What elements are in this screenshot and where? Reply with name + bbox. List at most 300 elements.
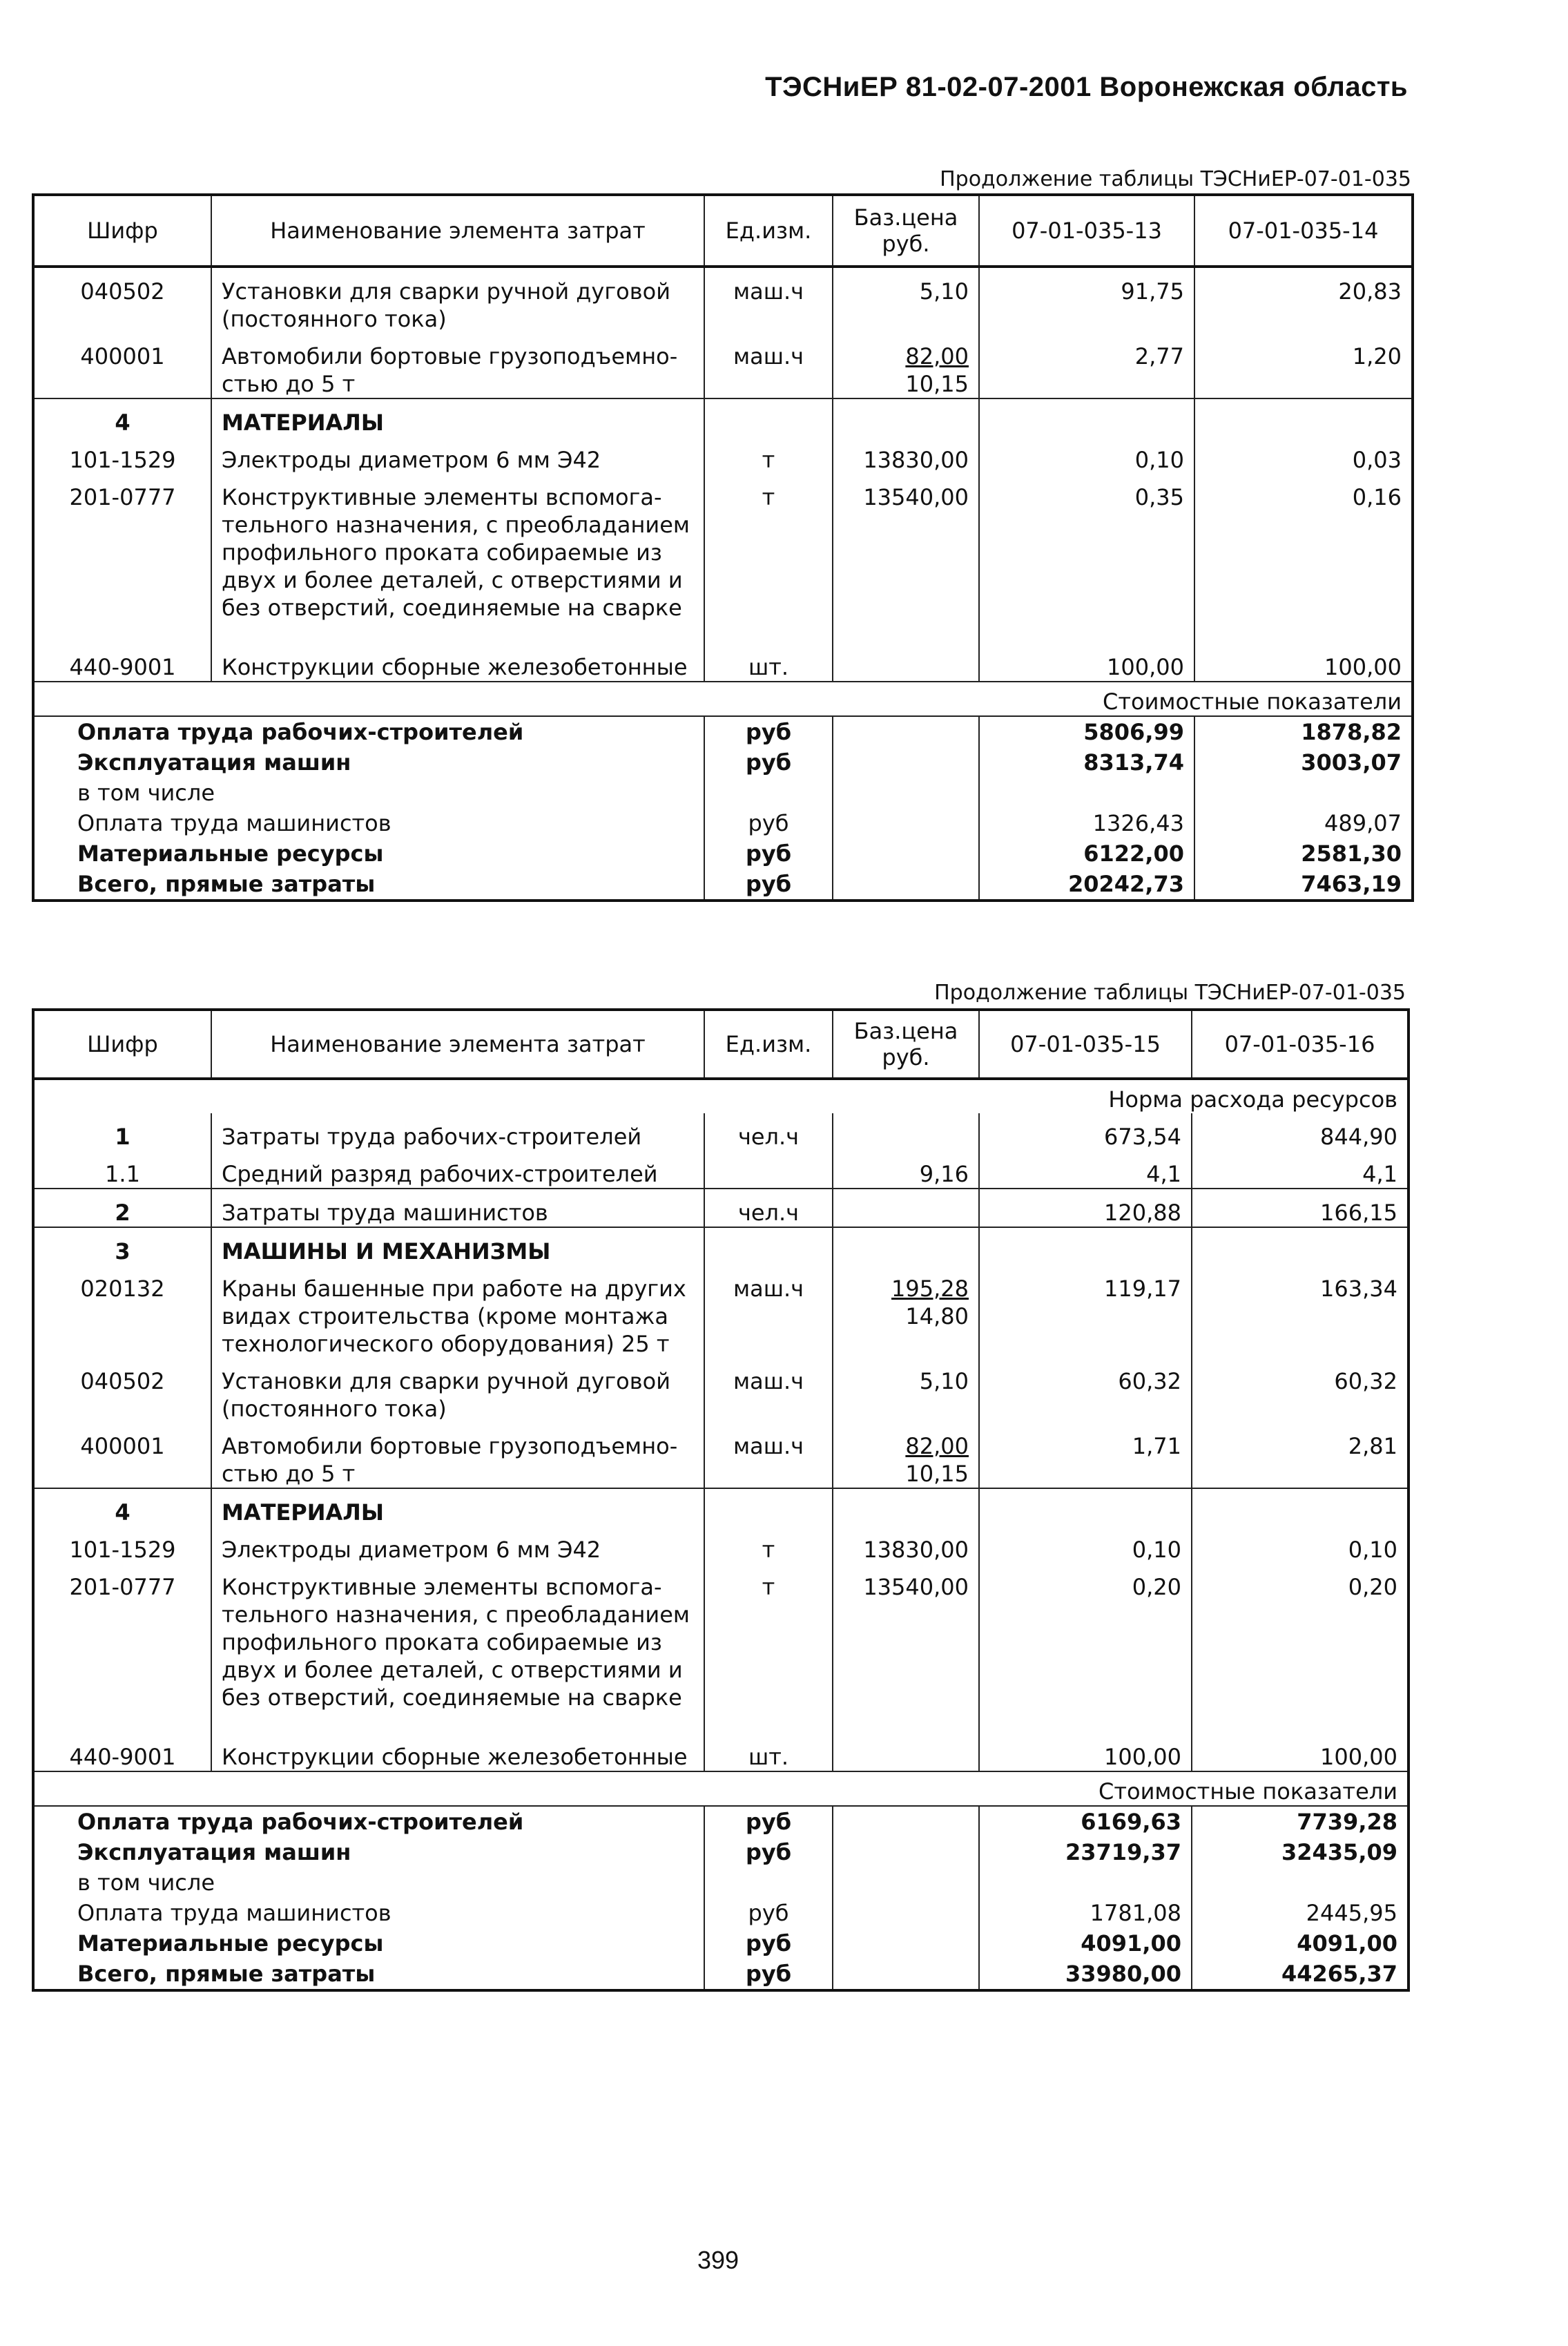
cell-name [211, 1265, 704, 1358]
name-line: МАШИНЫ И МЕХАНИЗМЫ [222, 1238, 551, 1265]
cell-text: 0,03 [1352, 447, 1402, 473]
cell-value-b [1192, 1113, 1409, 1151]
cell-name [211, 333, 704, 398]
name-line: Краны башенные при работе на других [222, 1276, 686, 1302]
col-header-price-line1: Баз.цена [853, 1018, 958, 1044]
table-row [33, 1189, 1409, 1227]
cell-text: 020132 [80, 1276, 165, 1302]
cell-code [33, 1189, 211, 1227]
cell-text: маш.ч [733, 1433, 804, 1459]
price-line: 5,10 [919, 278, 969, 305]
table-row [33, 474, 1413, 644]
cell-name [211, 1189, 704, 1227]
table-row [33, 333, 1413, 398]
cell-value-b [1194, 333, 1413, 398]
cell-text: 163,34 [1320, 1276, 1397, 1302]
cell-price [833, 267, 979, 333]
col-header-price [833, 1010, 979, 1079]
table-row [33, 1227, 1409, 1265]
name-line: Установки для сварки ручной дуговой [222, 1368, 670, 1394]
name-line: без отверстий, соединяемые на сварке [222, 1684, 682, 1711]
cell-code [33, 267, 211, 333]
cost-unit: руб [704, 869, 833, 901]
cell-text: 166,15 [1320, 1200, 1397, 1226]
cost-unit [704, 1867, 833, 1898]
cell-text: 119,17 [1104, 1276, 1181, 1302]
cost-unit: руб [704, 1959, 833, 1990]
cell-text: чел.ч [737, 1200, 800, 1226]
name-line: Конструкции сборные железобетонные [222, 654, 688, 680]
cost-value-a: 23719,37 [979, 1837, 1192, 1867]
cost-row [33, 838, 1413, 869]
cell-value-b [1194, 398, 1413, 436]
col-header-unit: Ед.изм. [704, 195, 833, 267]
cell-code [33, 1151, 211, 1189]
cell-value-b [1192, 1564, 1409, 1733]
cost-header-row [33, 682, 1413, 716]
cost-label: Оплата труда рабочих-строителей [33, 1806, 704, 1837]
cell-text: 101-1529 [69, 1537, 176, 1563]
cost-label: Оплата труда рабочих-строителей [33, 716, 704, 747]
cell-text: 1,71 [1132, 1433, 1181, 1459]
table2-continuation-caption: Продолжение таблицы ТЭСНиЕР-07-01-035 [934, 981, 1406, 1005]
cell-text: 201-0777 [69, 1574, 176, 1600]
name-line: Затраты труда машинистов [222, 1200, 548, 1226]
price-line: 5,10 [919, 1368, 969, 1394]
cost-row [33, 1837, 1409, 1867]
cost-unit: руб [704, 1806, 833, 1837]
cell-unit [704, 1526, 833, 1564]
cell-text: 4 [115, 410, 130, 436]
table-row [33, 1151, 1409, 1189]
cell-name [211, 1564, 704, 1733]
cell-value-a [979, 267, 1194, 333]
cell-unit [704, 1488, 833, 1526]
cell-price [833, 436, 979, 474]
col-header-name: Наименование элемента затрат [211, 195, 704, 267]
cell-text: 3 [115, 1238, 130, 1265]
cell-value-a [979, 1488, 1192, 1526]
cell-value-b [1192, 1358, 1409, 1423]
price-line: 195,28 [891, 1276, 969, 1302]
name-line: МАТЕРИАЛЫ [222, 1499, 385, 1526]
cell-price [833, 1227, 979, 1265]
cell-unit [704, 474, 833, 644]
table-row [33, 644, 1413, 682]
price-line: 13830,00 [863, 447, 969, 473]
table-row [33, 1733, 1409, 1771]
col-header-code: Шифр [33, 195, 211, 267]
cell-unit [704, 1189, 833, 1227]
cost-label: Материальные ресурсы [33, 1928, 704, 1959]
cell-text: 91,75 [1121, 278, 1184, 305]
cell-name [211, 644, 704, 682]
cost-row [33, 1928, 1409, 1959]
name-line: Установки для сварки ручной дуговой [222, 278, 670, 305]
cell-text: чел.ч [737, 1124, 800, 1150]
cell-text: т [762, 484, 775, 510]
cell-code [33, 1526, 211, 1564]
cell-price [833, 644, 979, 682]
table1-continuation-caption: Продолжение таблицы ТЭСНиЕР-07-01-035 [940, 167, 1411, 191]
cell-text: 440-9001 [69, 654, 176, 680]
cost-value-b: 2445,95 [1192, 1898, 1409, 1928]
cell-text: 4,1 [1146, 1161, 1181, 1187]
cell-text: маш.ч [733, 278, 804, 305]
cost-value-b: 44265,37 [1192, 1959, 1409, 1990]
name-line: Электроды диаметром 6 мм Э42 [222, 447, 601, 473]
cost-label: Эксплуатация машин [33, 747, 704, 778]
name-line: Конструкции сборные железобетонные [222, 1744, 688, 1770]
cell-value-a [979, 333, 1194, 398]
name-line: двух и более деталей, с отверстиями и [222, 567, 683, 593]
table-row [33, 1113, 1409, 1151]
cell-code [33, 1423, 211, 1488]
cost-price [833, 716, 979, 747]
col-header-b: 07-01-035-14 [1194, 195, 1413, 267]
cell-text: 120,88 [1104, 1200, 1181, 1226]
name-line: двух и более деталей, с отверстиями и [222, 1657, 683, 1683]
name-line: Конструктивные элементы вспомога- [222, 1574, 662, 1600]
cell-code [33, 1265, 211, 1358]
cell-price [833, 1189, 979, 1227]
cell-unit [704, 1151, 833, 1189]
cell-value-b [1194, 436, 1413, 474]
col-header-name: Наименование элемента затрат [211, 1010, 704, 1079]
price-line: 13830,00 [863, 1537, 969, 1563]
col-header-price-line2: руб. [882, 231, 930, 257]
cell-text: 400001 [80, 343, 165, 369]
cost-row [33, 869, 1413, 901]
price-line-2: 10,15 [905, 371, 969, 397]
cost-unit [704, 778, 833, 808]
cost-value-a: 1781,08 [979, 1898, 1192, 1928]
cost-row [33, 808, 1413, 838]
cell-text: т [762, 1537, 775, 1563]
cell-unit [704, 333, 833, 398]
cell-value-a [979, 474, 1194, 644]
cell-text: 60,32 [1334, 1368, 1397, 1394]
cost-value-a: 8313,74 [979, 747, 1194, 778]
cost-unit: руб [704, 747, 833, 778]
cell-value-a [979, 1564, 1192, 1733]
cell-text: 0,16 [1352, 484, 1402, 510]
price-line: 82,00 [905, 343, 969, 369]
cost-label: в том числе [33, 778, 704, 808]
cell-text: 20,83 [1338, 278, 1402, 305]
cell-name [211, 398, 704, 436]
cost-unit: руб [704, 1837, 833, 1867]
cost-price [833, 1806, 979, 1837]
cost-row [33, 1959, 1409, 1990]
cost-unit: руб [704, 716, 833, 747]
col-header-unit: Ед.изм. [704, 1010, 833, 1079]
cell-price [833, 1526, 979, 1564]
price-line: 13540,00 [863, 1574, 969, 1600]
cell-text: шт. [748, 654, 789, 680]
cell-name [211, 1151, 704, 1189]
name-line: Автомобили бортовые грузоподъемно- [222, 1433, 678, 1459]
cell-value-a [979, 1526, 1192, 1564]
cell-text: 4 [115, 1499, 130, 1526]
page-number: 399 [697, 2246, 739, 2274]
price-line: 13540,00 [863, 484, 969, 510]
cell-unit [704, 436, 833, 474]
cell-code [33, 1358, 211, 1423]
cost-price [833, 869, 979, 901]
cell-text: 100,00 [1324, 654, 1402, 680]
name-line: видах строительства (кроме монтажа [222, 1303, 668, 1329]
cell-value-a [979, 1265, 1192, 1358]
cell-text: 0,20 [1348, 1574, 1397, 1600]
table2-costs [33, 1771, 1409, 1990]
cell-name [211, 436, 704, 474]
cost-row [33, 1867, 1409, 1898]
cell-text: 0,10 [1132, 1537, 1181, 1563]
name-line: тельного назначения, с преобладанием [222, 1602, 690, 1628]
cell-text: 1.1 [105, 1161, 140, 1187]
table-row [33, 1265, 1409, 1358]
cell-unit [704, 1265, 833, 1358]
cost-unit: руб [704, 1898, 833, 1928]
cost-label: в том числе [33, 1867, 704, 1898]
col-header-a: 07-01-035-13 [979, 195, 1194, 267]
cell-name [211, 1526, 704, 1564]
cell-name [211, 1227, 704, 1265]
cost-price [833, 1867, 979, 1898]
cost-value-a: 6122,00 [979, 838, 1194, 869]
cost-row [33, 747, 1413, 778]
cell-text: 400001 [80, 1433, 165, 1459]
cell-name [211, 1733, 704, 1771]
table-row [33, 1526, 1409, 1564]
cell-text: маш.ч [733, 1276, 804, 1302]
table2-body [33, 1113, 1409, 1771]
name-line: стью до 5 т [222, 371, 356, 397]
cell-unit [704, 1113, 833, 1151]
cell-value-b [1192, 1526, 1409, 1564]
name-line: Конструктивные элементы вспомога- [222, 484, 662, 510]
cell-value-b [1192, 1227, 1409, 1265]
cell-code [33, 644, 211, 682]
table-row [33, 436, 1413, 474]
cost-price [833, 1837, 979, 1867]
cell-price [833, 1151, 979, 1189]
cell-text: 673,54 [1104, 1124, 1181, 1150]
cell-code [33, 398, 211, 436]
cell-text: 1,20 [1352, 343, 1402, 369]
cell-name [211, 474, 704, 644]
cell-text: маш.ч [733, 343, 804, 369]
cell-unit [704, 1733, 833, 1771]
name-line: стью до 5 т [222, 1461, 356, 1487]
cell-value-a [979, 644, 1194, 682]
cell-text: т [762, 447, 775, 473]
cell-value-b [1192, 1423, 1409, 1488]
name-line: (постоянного тока) [222, 1396, 447, 1422]
cell-text: 2 [115, 1200, 130, 1226]
cost-unit: руб [704, 838, 833, 869]
cost-row [33, 716, 1413, 747]
cost-value-b: 32435,09 [1192, 1837, 1409, 1867]
cell-code [33, 1488, 211, 1526]
cost-value-a: 5806,99 [979, 716, 1194, 747]
cost-value-b [1192, 1867, 1409, 1898]
cost-unit: руб [704, 808, 833, 838]
cell-code [33, 1733, 211, 1771]
name-line: без отверстий, соединяемые на сварке [222, 595, 682, 621]
cost-value-b: 7739,28 [1192, 1806, 1409, 1837]
cell-text: т [762, 1574, 775, 1600]
cell-value-a [979, 1113, 1192, 1151]
cell-unit [704, 1423, 833, 1488]
col-header-price [833, 195, 979, 267]
cost-value-b: 489,07 [1194, 808, 1413, 838]
cost-label: Оплата труда машинистов [33, 808, 704, 838]
cell-text: 100,00 [1320, 1744, 1397, 1770]
table1-body [33, 267, 1413, 682]
cell-text: 1 [115, 1124, 130, 1150]
cell-text: 0,35 [1134, 484, 1184, 510]
name-line: Электроды диаметром 6 мм Э42 [222, 1537, 601, 1563]
cost-value-b: 4091,00 [1192, 1928, 1409, 1959]
cell-value-a [979, 1189, 1192, 1227]
cell-value-a [979, 1227, 1192, 1265]
cell-code [33, 1227, 211, 1265]
cost-value-a: 4091,00 [979, 1928, 1192, 1959]
cell-price [833, 1488, 979, 1526]
cost-value-a: 20242,73 [979, 869, 1194, 901]
table-row [33, 1423, 1409, 1488]
cell-value-b [1192, 1151, 1409, 1189]
cost-label: Всего, прямые затраты [33, 869, 704, 901]
cost-value-b [1194, 778, 1413, 808]
name-line: технологического оборудования) 25 т [222, 1331, 670, 1357]
cell-text: 040502 [80, 1368, 165, 1394]
table-row [33, 1488, 1409, 1526]
cost-value-b: 7463,19 [1194, 869, 1413, 901]
cell-price [833, 1423, 979, 1488]
cell-text: 201-0777 [69, 484, 176, 510]
cost-label: Оплата труда машинистов [33, 1898, 704, 1928]
name-line: МАТЕРИАЛЫ [222, 410, 385, 436]
cell-value-b [1194, 644, 1413, 682]
cell-value-a [979, 1151, 1192, 1189]
cell-unit [704, 1358, 833, 1423]
price-line: 82,00 [905, 1433, 969, 1459]
cell-text: шт. [748, 1744, 789, 1770]
cell-code [33, 474, 211, 644]
cost-value-b: 3003,07 [1194, 747, 1413, 778]
cell-value-b [1194, 474, 1413, 644]
cell-price [833, 1358, 979, 1423]
cell-text: 2,81 [1348, 1433, 1397, 1459]
cell-text: 0,10 [1348, 1537, 1397, 1563]
cell-code [33, 1564, 211, 1733]
cell-code [33, 436, 211, 474]
col-header-code: Шифр [33, 1010, 211, 1079]
cell-price [833, 1265, 979, 1358]
cell-unit [704, 1227, 833, 1265]
cost-value-a: 33980,00 [979, 1959, 1192, 1990]
cost-header: Стоимостные показатели [33, 1771, 1409, 1806]
cell-name [211, 1358, 704, 1423]
cost-price [833, 808, 979, 838]
name-line: Автомобили бортовые грузоподъемно- [222, 343, 678, 369]
cost-value-a: 6169,63 [979, 1806, 1192, 1837]
table-row [33, 1564, 1409, 1733]
document-header: ТЭСНиЕР 81-02-07-2001 Воронежская область [765, 72, 1408, 102]
cost-value-a [979, 778, 1194, 808]
cell-name [211, 1423, 704, 1488]
table1-costs [33, 682, 1413, 901]
cell-unit [704, 398, 833, 436]
col-header-b: 07-01-035-16 [1192, 1010, 1409, 1079]
cell-name [211, 1488, 704, 1526]
cell-price [833, 398, 979, 436]
name-line: Средний разряд рабочих-строителей [222, 1161, 658, 1187]
cost-row [33, 778, 1413, 808]
cost-row [33, 1898, 1409, 1928]
name-line: тельного назначения, с преобладанием [222, 512, 690, 538]
cost-unit: руб [704, 1928, 833, 1959]
cost-price [833, 1898, 979, 1928]
name-line: Затраты труда рабочих-строителей [222, 1124, 642, 1150]
table-row [33, 267, 1413, 333]
cell-name [211, 267, 704, 333]
cost-value-b: 1878,82 [1194, 716, 1413, 747]
table-row [33, 398, 1413, 436]
cell-text: 0,10 [1134, 447, 1184, 473]
norm-header: Норма расхода ресурсов [33, 1079, 1409, 1113]
cost-price [833, 747, 979, 778]
cell-value-b [1194, 267, 1413, 333]
cell-value-a [979, 436, 1194, 474]
cell-text: 0,20 [1132, 1574, 1181, 1600]
price-line-2: 10,15 [905, 1461, 969, 1487]
cell-text: 2,77 [1134, 343, 1184, 369]
cell-text: 101-1529 [69, 447, 176, 473]
col-header-price-line2: руб. [882, 1044, 930, 1070]
cell-value-b [1192, 1733, 1409, 1771]
cell-unit [704, 267, 833, 333]
cost-price [833, 1959, 979, 1990]
cell-text: 440-9001 [69, 1744, 176, 1770]
cost-header: Стоимостные показатели [33, 682, 1413, 716]
cell-unit [704, 1564, 833, 1733]
cell-text: 60,32 [1118, 1368, 1181, 1394]
cost-value-b: 2581,30 [1194, 838, 1413, 869]
table2 [32, 1008, 1410, 1992]
cell-price [833, 1564, 979, 1733]
cost-label: Материальные ресурсы [33, 838, 704, 869]
name-line: профильного проката собираемые из [222, 1629, 662, 1655]
cost-header-row [33, 1771, 1409, 1806]
col-header-a: 07-01-035-15 [979, 1010, 1192, 1079]
cell-text: 844,90 [1320, 1124, 1397, 1150]
cost-label: Эксплуатация машин [33, 1837, 704, 1867]
cell-text: 040502 [80, 278, 165, 305]
cell-text: 100,00 [1104, 1744, 1181, 1770]
cell-price [833, 333, 979, 398]
cell-value-b [1192, 1265, 1409, 1358]
cost-row [33, 1806, 1409, 1837]
cost-price [833, 838, 979, 869]
cell-value-a [979, 1423, 1192, 1488]
name-line: профильного проката собираемые из [222, 539, 662, 566]
cell-value-b [1192, 1488, 1409, 1526]
cost-value-a: 1326,43 [979, 808, 1194, 838]
